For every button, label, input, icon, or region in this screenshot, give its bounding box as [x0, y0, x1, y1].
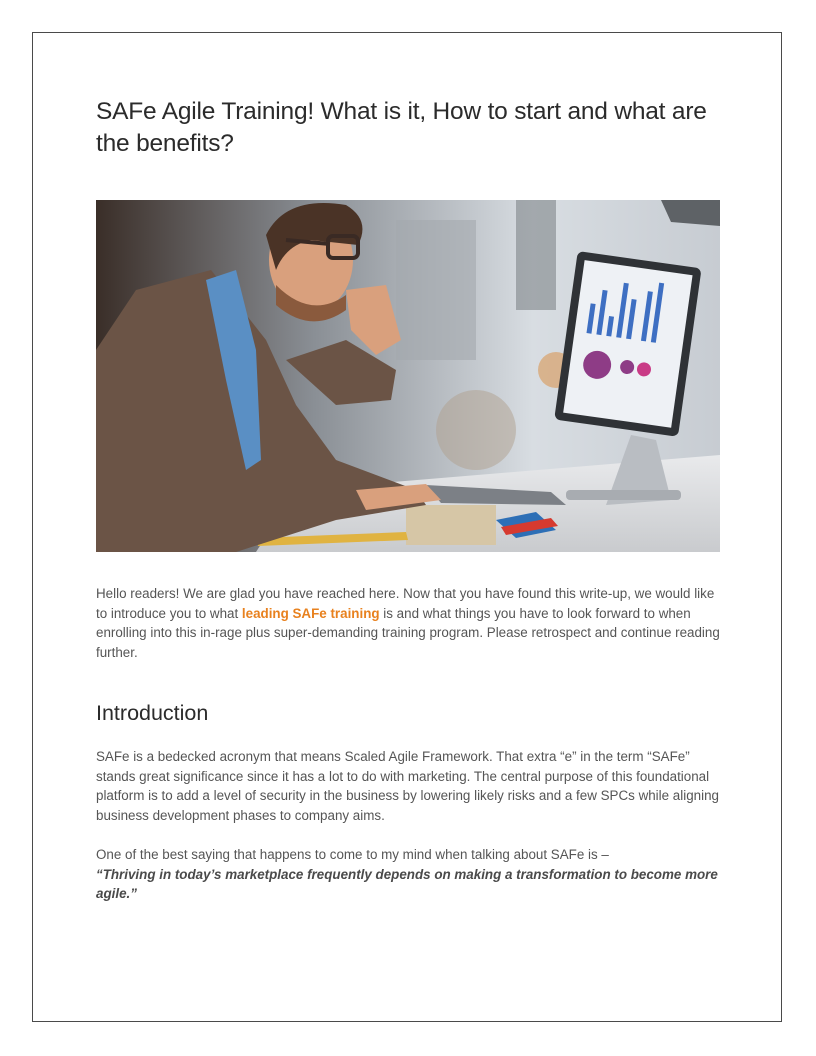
- introduction-heading: Introduction: [96, 701, 209, 725]
- intro-text-start: Hello readers! We are glad you have reached here. Now that you have found this write-up, we would like to introduce you to what: [96, 586, 715, 621]
- introduction-paragraph: SAFe is a bedecked acronym that means Scaled Agile Framework. That extra “e” in the term “SAFe” stands great significance since it has a lot to do with marketing. The central purpose of this foundational platform is to add a level of security in the business by lowering likely risks and a few SPCs while aligning business development phases to company aims.: [96, 749, 719, 823]
- intro-text-end: is and what things you have to look forward to when enrolling into this in-rage plus super-demanding training program. Please retrospect and continue reading further.: [96, 605, 720, 660]
- hero-image: [96, 200, 720, 552]
- leading-safe-training-link[interactable]: leading SAFe training: [238, 605, 380, 621]
- intro-paragraph: [96, 584, 720, 662]
- saying-paragraph: [96, 845, 720, 904]
- article-title: SAFe Agile Training! What is it, How to start and what are the benefits?: [96, 98, 707, 157]
- agile-quote: “Thriving in today’s marketplace frequently depends on making a transformation to become more agile.”: [96, 866, 718, 902]
- saying-intro-text: One of the best saying that happens to come to my mind when talking about SAFe is –: [96, 847, 609, 862]
